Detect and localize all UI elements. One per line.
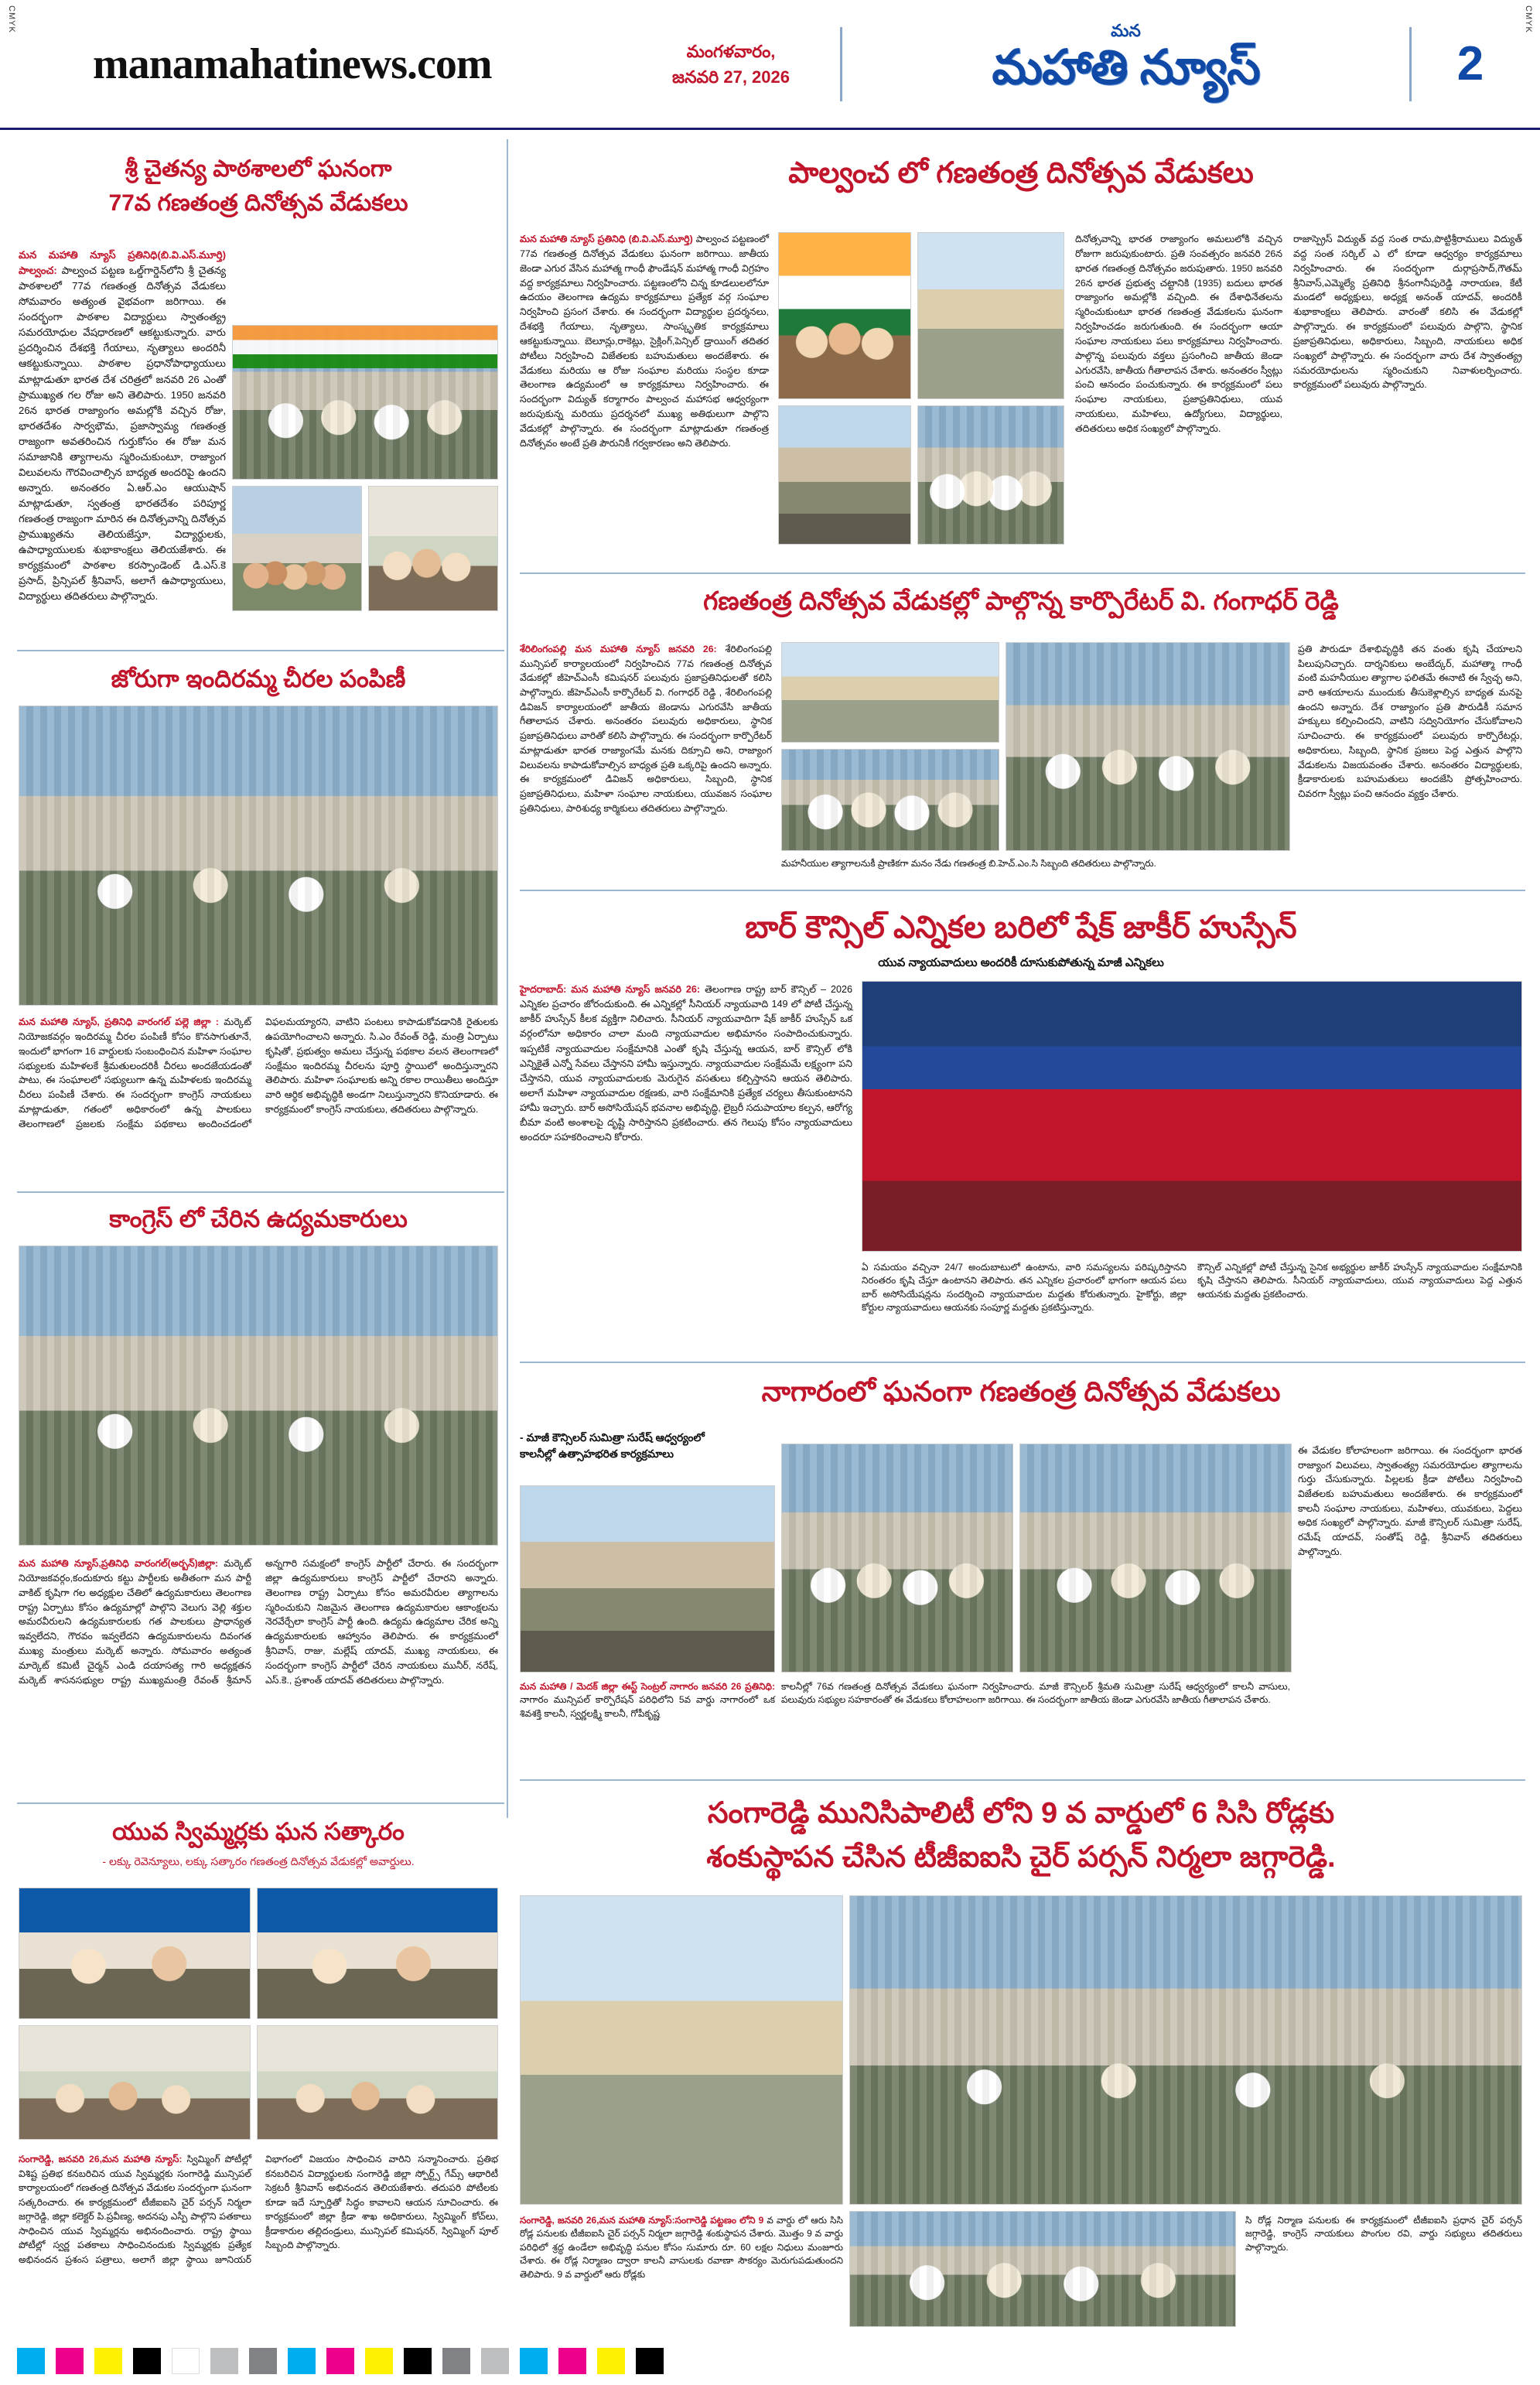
- article-2-headline: జోరుగా ఇందిరమ్మ చీరల పంపిణీ: [111, 665, 406, 692]
- article-5-body-col3: రాజాస్ప్రెస్ విద్యుత్ వద్ద సంత రామ,పొట్టిశ్రీరాములు విద్యుత్ వద్ద సంత సర్కిల్ ఎ లో కూడా ఆధ్వర్యం కార్యక్రమాలు నిర్వహించారు. ఈ సందర్భంగా దుర్గాప్రసాద్,గౌతమ్ శ్రీనివాస్,ఎమ్మెల్యే ప్రతినిధి శ్రీనంగానీపురెడ్డి నారాయణ, కేటీ మండలో అధ్యక్షులు, అధ్యక్ష అనంత్ యాదవ్, అందరికీ శుభాకాంక్షలు తెలిపారు. వారంతో కలిసి ఈ వేడుకల్లో పాల్గొన్నారు. ఈ కార్యక్రమంలో పలువురు పాల్గొని, స్థానిక ప్రజాప్రతినిధులు, అధికారులు, సిబ్బంది, నాయకులు అధిక సంఖ్యలో పాల్గొన్నారు. ఈ సందర్భంగా వారు దేశ స్వాతంత్య్ర సమరయోధులను స్మరించుకుని నివాళులర్పించారు. కార్యక్రమంలో పలువురు పాల్గొన్నారు.: [1293, 234, 1522, 391]
- article-1-byline: మన మహాతి న్యూస్ ప్రతినిధి(బి.వి.ఎస్.మూర్తి) పాల్వంచ:: [19, 249, 226, 277]
- article-8-subhead-2: కాలనీల్లో ఉత్సాహభరిత కార్యక్రమాలు: [520, 1447, 674, 1461]
- article-8-photo-3: [1019, 1444, 1292, 1673]
- article-7-byline: హైదరాబాద్: మన మహాతి న్యూస్ జనవరి 26:: [520, 984, 701, 995]
- article-5-photo-2: [917, 232, 1064, 399]
- article-8-headline: నాగారంలో ఘనంగా గణతంత్ర దినోత్సవ వేడుకలు: [761, 1375, 1281, 1407]
- article-6-photo-2: [781, 749, 999, 851]
- article-8-subheads: [520, 1430, 775, 1463]
- article-1-text: [19, 248, 226, 604]
- article-7-headline: బార్ కౌన్సిల్ ఎన్నికల బరిలో షేక్ జాకీర్ హుస్సేన్: [745, 911, 1297, 945]
- article-5-col-2: [1075, 232, 1282, 436]
- registration-mark-right: CMYK: [1524, 5, 1533, 33]
- article-3-byline: మన మహాతి న్యూస్,ప్రతినిధి వారంగల్(అర్బన్)జిల్లా:: [19, 1558, 218, 1569]
- article-5-headline: పాల్వంచ లో గణతంత్ర దినోత్సవ వేడుకలు: [788, 157, 1254, 190]
- color-swatch: [558, 2348, 586, 2374]
- article-9-col-1: [520, 2214, 843, 2281]
- section-rule-a2: [17, 1191, 504, 1193]
- color-swatch: [210, 2348, 238, 2374]
- article-3-text: [19, 1556, 498, 1688]
- color-swatch: [288, 2348, 316, 2374]
- article-8-body-col2: కాలనీల్లో 76వ గణతంత్ర దినోత్సవ వేడుకలు ఘనంగా నిర్వహించారు. మాజీ కౌన్సిలర్ శ్రీమతి సుమిత్రా సురేష్ ఆధ్వర్యంలో కాలనీ వాసులు, పలువురు సభ్యుల సహకారంతో ఈ వేడుకలు కోలాహలంగా జరిగాయి. ఈ సందర్భంగా జాతీయ జెండా ఎగురవేసి జాతీయ గీతాలాపన చేశారు.: [781, 1681, 1290, 1706]
- article-9-photo-1: [520, 1895, 843, 2205]
- article-9-photo-3: [849, 2211, 1236, 2327]
- article-2-body: మర్కెట్ నియోజకవర్గం ఇందిరమ్మ చీరల పంపిణీ కోసం కొనసాగుతూనే, ఇందులో భాగంగా 16 వార్డులకు సంబంధించిన మహిళా సంఘాల సభ్యులకు మహిళలకే శ్రీమతులందరికీ చీరలు అందజేయడంతో పాటు, ఈ సంఘాలలో సభ్యులుగా ఉన్న మహిళలకు ఇందిరమ్మ చీరలు పంపిణీ చేశారు. ఈ సందర్భంగా కాంగ్రెస్ నాయకులు మాట్లాడుతూ, గతంలో అధికారంలో ఉన్న పాలకులు తెలంగాణలో ప్రజలకు సంక్షేమ పథకాలు అందించడంలో విఫలమయ్యారని, వాటిని పంటలు కాపాడుకోవడానికి రైతులకు ఉపయోగించాలని అన్నారు. సి.ఎం రేవంత్ రెడ్డి, మంత్రి ఏర్పాటు కృషితో, ప్రభుత్వం అమలు చేస్తున్న పథకాల వలన తెలంగాణలో సంక్షేమం ఇందిరమ్మ చీరలను పూర్తి స్థాయిలో అందిస్తున్నారని తెలిపారు. మహిళా సంఘాలకు అన్ని రకాల రాయితీలు అందిస్తూ వారి ఆర్థిక అభివృద్ధికి అండగా నిలుస్తున్నారని కొనియాడారు. ఈ కార్యక్రమంలో కాంగ్రెస్ నాయకులు, తదితరులు పాల్గొన్నారు.: [19, 1017, 498, 1129]
- article-5-byline: మన మహాతి న్యూస్ ప్రతినిధి (బి.వి.ఎస్.మూర్తి): [520, 234, 693, 244]
- article-7-caption-left: ఏ సమయం వచ్చినా 24/7 అందుబాటులో ఉంటాను, వారి సమస్యలను పరిష్కరిస్తానని నిరంతరం కృషి చేస్తూ ఉంటానని తెలిపారు. తన ఎన్నికల ప్రచారంలో భాగంగా ఆయన పలు బార్ అసోసియేషన్లను సందర్శించి న్యాయవాదుల మద్దతు కోరుతున్నారు. హైకోర్టు, జిల్లా కోర్టుల న్యాయవాదులు ఆయనకు సంపూర్ణ మద్దతు ప్రకటిస్తున్నారు.: [862, 1262, 1187, 1314]
- section-rule-a5: [520, 572, 1525, 574]
- color-swatch: [94, 2348, 122, 2374]
- article-8-photo-2: [781, 1444, 1013, 1673]
- article-2-byline: మన మహాతి న్యూస్, ప్రతినిధి వారంగల్ పల్లె జిల్లా :: [19, 1017, 219, 1027]
- article-8-photo-1: [520, 1485, 775, 1673]
- article-7: [520, 908, 1522, 970]
- article-9-headline: సంగారెడ్డి మునిసిపాలిటీ లోని 9 వ వార్డులో 6 సిసి రోడ్లకు శంకుస్థాపన చేసిన టీజీఐఐసి చైర్ పర్సన్ నిర్మలా జగ్గారెడ్డి.: [706, 1797, 1336, 1874]
- article-9: [520, 1795, 1522, 1876]
- article-6-body-col2: ప్రతి పౌరుడూ దేశాభివృద్ధికి తన వంతు కృషి చేయాలని పిలుపునిచ్చారు. దార్శనికులు అంబేద్కర్, మహాత్మా గాంధీ వంటి మహనీయుల త్యాగాల ఫలితమే ఈనాటి ఈ స్వేచ్ఛ అని, వారి ఆశయాలను ముందుకు తీసుకెళ్లాల్సిన బాధ్యత మనపై ఉందని అన్నారు. దేశ రాజ్యాంగం ప్రతి పౌరుడికీ సమాన హక్కులు కల్పించిందని, వాటిని సద్వినియోగం చేసుకోవాలని సూచించారు. ఈ కార్యక్రమంలో పలువురు కార్పొరేటర్లు, అధికారులు, సిబ్బంది, స్థానిక ప్రజలు పెద్ద ఎత్తున పాల్గొని వేడుకలను విజయవంతం చేశారు. అనంతరం విద్యార్థులకు, క్రీడాకారులకు బహుమతులు అందజేసి ప్రోత్సహించారు. చివరగా స్వీట్లు పంచి ఆనందం వ్యక్తం చేశారు.: [1298, 644, 1522, 799]
- article-4-byline: సంగారెడ్డి, జనవరి 26,మన మహాతి న్యూస్:: [19, 2154, 183, 2165]
- article-4-photo-3: [19, 2025, 251, 2140]
- color-swatch: [365, 2348, 393, 2374]
- registration-mark-left: CMYK: [7, 5, 16, 33]
- article-4-photo-4: [257, 2025, 498, 2140]
- article-8-body-col3: ఈ వేడుకల కోలాహలంగా జరిగాయి. ఈ సందర్భంగా భారత రాజ్యాంగ విలువలు, స్వాతంత్య్ర సమరయోధుల త్యాగాలను గుర్తు చేసుకున్నారు. పిల్లలకు క్రీడా పోటీలు నిర్వహించి విజేతలకు బహుమతులు అందజేశారు. ఈ కార్యక్రమంలో కాలనీ సంఘాల నాయకులు, మహిళలు, యువకులు, పెద్దలు అధిక సంఖ్యలో పాల్గొన్నారు. మాజీ కౌన్సిలర్ సుమిత్రా సురేష్, రమేష్ యాదవ్, సంతోష్ రెడ్డి, శ్రీనివాస్ తదితరులు పాల్గొన్నారు.: [1298, 1445, 1522, 1557]
- color-swatch: [636, 2348, 664, 2374]
- article-4-text: [19, 2152, 498, 2267]
- section-rule-a3: [17, 1802, 504, 1804]
- color-swatch: [172, 2348, 200, 2374]
- color-swatch: [404, 2348, 432, 2374]
- article-3: [19, 1204, 498, 1235]
- article-8-col-3: [1298, 1444, 1522, 1560]
- section-rule-a8: [520, 1779, 1525, 1781]
- article-5-body-col2: దినోత్సవాన్ని భారత రాజ్యాంగం అమలులోకి వచ్చిన రోజుగా జరుపుకుంటారు. ప్రతి సంవత్సరం జనవరి 26న భారత గణతంత్ర దినోత్సవం జరుపుతారు. 1950 జనవరి 26న భారత ప్రభుత్వ చట్టానికి (1935) బదులు భారత రాజ్యాంగం అమల్లోకి వచ్చింది. ఈ దేశాధినేతలను స్మరించుకుంటూ భారత గణతంత్ర వేడుకలను ఘనంగా నిర్వహించడం జరుగుతుంది. ఈ సందర్భంగా ఆయా సంఘాల నాయకులు పలు కార్యక్రమాలు నిర్వహించారు. పాల్గొన్న పలువురు వక్తలు ప్రసంగించి జాతీయ జెండా ఎగురవేసి, జాతీయ గీతాలాపన చేశారు. అనంతరం స్వీట్లు పంచి ఆనందం పంచుకున్నారు. ఈ కార్యక్రమంలో పలు సంఘాల నాయకులు, ప్రజాప్రతినిధులు, యువ నాయకులు, మహిళలు, ఉద్యోగులు, విద్యార్థులు, తదితరులు అధిక సంఖ్యలో పాల్గొన్నారు.: [1075, 234, 1282, 434]
- article-6-byline: శేరిలింగంపల్లి మన మహాతి న్యూస్ జనవరి 26:: [520, 644, 717, 654]
- article-9-photo-2: [849, 1895, 1522, 2205]
- article-6: [520, 585, 1522, 617]
- article-8: [520, 1374, 1522, 1409]
- masthead: [0, 0, 1540, 130]
- color-swatch: [326, 2348, 354, 2374]
- article-7-col-1: [520, 982, 852, 1146]
- article-8-byline: మన మహాతి / మెదక్ జిల్లా ఈస్ట్ సెంట్రల్ నాగారం జనవరి 26 ప్రతినిధి:: [520, 1681, 775, 1692]
- column-rule-1: [507, 139, 508, 1818]
- article-5-photo-4: [917, 405, 1064, 545]
- article-7-caption-right: కౌన్సిల్ ఎన్నికల్లో పోటీ చేస్తున్న సైనిక అభ్యర్థుల జాకీర్ హుస్సేన్ న్యాయవాదుల సంక్షేమానికి కృషి చేస్తానని తెలిపారు. సీనియర్ న్యాయవాదులు, యువ న్యాయవాదులు పెద్ద ఎత్తున ఆయనకు మద్దతు ప్రకటించారు.: [1197, 1262, 1522, 1300]
- article-3-headline: కాంగ్రెస్ లో చేరిన ఉద్యమకారులు: [109, 1205, 408, 1232]
- article-4-body: స్విమ్మింగ్ పోటీల్లో విశిష్ట ప్రతిభ కనబరిచిన యువ స్విమ్మర్లకు సంగారెడ్డి మున్సిపల్ కార్యాలయంలో గణతంత్ర దినోత్సవ వేడుకల సందర్భంగా ఘనంగా సత్కరించారు. ఈ కార్యక్రమంలో టీజీఐఐసి చైర్ పర్సన్ నిర్మలా జగ్గారెడ్డి, జిల్లా కలెక్టర్ పి.ప్రవీణ్య, అదనపు ఎస్పీ పాల్గొని పతకాలు సాధించిన యువ స్విమ్మర్లను అభినందించారు. రాష్ట్ర స్థాయి పోటీల్లో స్వర్ణ పతకాలు సాధించినందుకు స్విమ్మర్లకు ప్రత్యేక అభినందన ప్రశంస పత్రాలు, అలాగే జిల్లా స్థాయి జూనియర్ విభాగంలో విజయం సాధించిన వారిని సన్మానించారు. ప్రతిభ కనబరిచిన విద్యార్థులకు సంగారెడ్డి జిల్లా స్పోర్ట్స్ గేమ్స్ ఆథారిటీ సెక్రటరీ శ్రీనివాస్ అభినందన తెలియజేశారు. తదుపరి పోటీలకు కూడా ఇదే స్ఫూర్తితో సిద్ధం కావాలని ఆయన సూచించారు. ఈ కార్యక్రమంలో జిల్లా క్రీడా శాఖ అధికారులు, స్విమ్మింగ్ కోచ్‌లు, క్రీడాకారుల తల్లిదండ్రులు, మున్సిపల్ కమిషనర్, స్విమ్మింగ్ పూల్ సిబ్బంది పాల్గొన్నారు.: [19, 2154, 498, 2265]
- article-8-subhead-1: - మాజీ కౌన్సిలర్ సుమిత్రా సురేష్ ఆధ్వర్యంలో: [520, 1431, 705, 1444]
- article-4-subhead: - లక్కు రెవెన్యూలు, లక్కు సత్కారం గణతంత్ర దినోత్సవ వేడుకల్లో అవార్డులు.: [102, 1854, 415, 1867]
- color-swatch: [597, 2348, 625, 2374]
- article-6-photo-1: [781, 642, 999, 743]
- print-color-calibration-bar: [0, 2337, 1540, 2385]
- article-9-col-2: [1245, 2214, 1522, 2254]
- article-7-subhead: యువ న్యాయవాదులు అందరికీ దూసుకుపోతున్న మాజీ ఎన్నికలు: [878, 956, 1164, 970]
- brand-prefix: మన: [1111, 21, 1141, 40]
- article-8-body-col1: నాగారం మున్సిపల్ కార్పొరేషన్ పరిధిలోని 5వ వార్డు నాగారంలో ఒక శివశక్తి కాలనీ, స్వర్ణలక్ష్మి కాలనీ, గోపీకృష్ణ: [520, 1694, 775, 1719]
- article-5-photo-3: [778, 405, 911, 545]
- section-rule-a6: [520, 890, 1525, 891]
- article-6-headline: గణతంత్ర దినోత్సవ వేడుకల్లో పాల్గొన్న కార్పొరేటర్ వి. గంగాధర్ రెడ్డి: [703, 586, 1339, 615]
- article-4: [19, 1816, 498, 1869]
- article-9-body-col2: సి రోడ్ల నిర్మాణ పనులకు ఈ కార్యక్రమంలో టీజీఐఐసి ప్రధాన చైర్ పర్సన్ జగ్గారెడ్డి, కాంగ్రెస్ నాయకులు పొంగుల రవి, వార్డు సభ్యులు తదితరులు పాల్గొన్నారు.: [1245, 2215, 1522, 2253]
- page-number: 2: [1456, 37, 1484, 91]
- article-6-body: శేరిలింగంపల్లి మున్సిపల్ కార్యాలయంలో నిర్వహించిన 77వ గణతంత్ర దినోత్సవ వేడుకల్లో జీహెచ్ఎంసీ కమిషనర్ పలువురు ప్రజాప్రతినిధులతో కలిసి పాల్గొన్నారు. జీహెచ్ఎంసీ కార్పొరేటర్ వి. గంగాధర్ రెడ్డి , శేరిలింగంపల్లి డివిజన్ కార్యాలయంలో జాతీయ జెండాను ఎగురవేసి జాతీయ గీతాలాపన చేశారు. అనంతరం పలువురు అధికారులు, స్థానిక ప్రజాప్రతినిధులు వారితో కలిసి పాల్గొన్నారు. ఈ సందర్భంగా కార్పొరేటర్ మాట్లాడుతూ భారత రాజ్యాంగమే మనకు దిక్సూచి అని, రాజ్యాంగ విలువలను కాపాడుకోవాల్సిన బాధ్యత ప్రతి ఒక్కరిపై ఉందని అన్నారు. ఈ కార్యక్రమంలో డివిజన్ అధికారులు, సిబ్బంది, స్థానిక ప్రజాప్రతినిధులు, మహిళా సంఘాల నాయకులు, యువజన సంఘాల ప్రతినిధులు, పారిశుధ్య కార్మికులు తదితరులు పాల్గొన్నారు.: [520, 644, 772, 814]
- article-5-col-1: [520, 232, 769, 451]
- article-7-photo: [862, 981, 1522, 1252]
- section-rule-a7: [520, 1362, 1525, 1363]
- article-4-photo-2: [257, 1888, 498, 2019]
- article-4-photo-1: [19, 1888, 251, 2019]
- color-swatch: [249, 2348, 277, 2374]
- article-5-body-col1: పాల్వంచ పట్టణంలో 77వ గణతంత్ర దినోత్సవ వేడుకలు ఘనంగా జరిగాయి. జాతీయ జెండా ఎగుర వేసిన మహాత్మ గాంధీ ఫౌండేషన్ మహాత్మ గాంధీ విగ్రహం వద్ద కార్యక్రమాలు నిర్వహించారు. పట్టణంలోని చిన్న కూడలులలోనూ ఉదయం తెలంగాణ ఉద్యమ కార్యక్రమాలు ప్రత్యేక వర్గ సంఘాల నిర్వహించి ప్రసంగ చేశారు. ఈ సందర్భంగా విద్యార్థుల ప్రదర్శనలు, దేశభక్తి గేయాలు, నృత్యాలు, సాంస్కృతిక కార్యక్రమాలు ఆకట్టుకున్నాయి. బెలూన్లు,రాకెట్లు, సైక్లింగ్,పెన్సిల్ డ్రాయింగ్ తదితర పోటీలు నిర్వహించి విజేతలకు బహుమతులు అందజేశారు. ఈ వేడుకలు మరియు ఆ రోజు సంఘాల మరియు సంస్థల కూడా తెలంగాణ ఉద్యమంలో ఆ కార్యక్రమాలు నిర్వహించారు. ఈ సందర్భంగా విద్యుత్ కర్మాగారం పాల్వంచ మహాసభ ఆధ్వర్యంగా జరుపుకున్న మరియు ప్రదర్శనలో ముఖ్య అతిథులుగా పాల్గొని వేడుకల్లో పాల్గొన్నారు. ఈ సందర్భంగా మాట్లాడుతూ గణతంత్ర దినోత్సవం అంటే ప్రతి పౌరునికీ గర్వకారణం అని తెలిపారు.: [520, 234, 769, 449]
- color-swatch: [56, 2348, 84, 2374]
- color-swatch: [17, 2348, 45, 2374]
- section-rule-a1: [17, 650, 504, 651]
- article-9-body: వ వార్డు లో ఆరు సిసి రోడ్ల పనులకు టీజీఐఐసి చైర్ పర్సన్ నిర్మలా జగ్గారెడ్డి శంకుస్థాపన చేశారు. మొత్తం 9 వ వార్డు పరిధిలో శ్రద్ధ ఉండేలా అభివృద్ధి పనుల కోసం సుమారు రూ. 60 లక్షల నిధులు మంజూరు చేశారు. ఈ రోడ్ల నిర్మాణం ద్వారా కాలనీ వాసులకు రవాణా సౌకర్యం మెరుగుపడుతుందని తెలిపారు. 9 వ వార్డులో ఆరు రోడ్లకు: [520, 2215, 843, 2280]
- article-1: [19, 155, 498, 219]
- site-url: manamahatinews.com: [93, 39, 492, 88]
- color-swatch: [520, 2348, 548, 2374]
- article-2-text: [19, 1015, 498, 1132]
- article-6-col-2: [1298, 642, 1522, 801]
- article-8-col-1: [520, 1680, 775, 1720]
- article-3-body: మర్కెట్ నియోజకవర్గం,కందుకూరు కట్టు పార్టీలకు అతీతంగా మన పార్టీ వాకిట్ కృషిగా గల అధ్యక్షుల చేతిలో ఉద్యమకారులు తెలంగాణ రాష్ట్ర ఏర్పాటు కోసం ఉద్యమాల్లో పాల్గొని వెలుగు వెల్లి శక్తుల అమరవీరులని ఉద్యమకారులకు గత పాలకులు ప్రాధాన్యత ఇవ్వలేదని, గౌరవం ఇవ్వలేదని ఉద్యమకారులను దివంగత ముఖ్య మంత్రులు మర్కెట్ అన్నారు. సోమవారం అత్యంత మార్కెట్ కమిటీ చైర్మన్ ఎండి దయాసత్య గారి అధ్యక్షతన మర్కెట్ శాసనసభ్యుల రాష్ట్ర ముఖ్యమంత్రి రేవంత్ శ్రీమాన్ అన్నగారి సమక్షంలో కాంగ్రెస్ పార్టీలో చేరారు. ఈ సందర్భంగా జిల్లా ఉద్యమకారులు కాంగ్రెస్ పార్టీలో చేరారని అన్నారు. తెలంగాణ రాష్ట్ర ఏర్పాటు కోసం అమరవీరుల త్యాగాలను స్మరించుకుని నిజమైన తెలంగాణ ఉద్యమకారుల ఆకాంక్షలను నెరవేర్చేలా కాంగ్రెస్ పార్టీ ఉంది. ఉద్యమ ఉద్యమాల చేరిక అన్ని ఉద్యమకారులకు ఆహ్వానం తెలిపారు. ఈ కార్యక్రమంలో శ్రీనివాస్, రాజు, మల్లేష్ యాదవ్, ముఖ్య నాయకులు, ఈ సందర్భంగా కాంగ్రెస్ పార్టీలో చేరిన నాయకులు మునీర్, నరేష్, ఎస్.కె., ప్రశాంత్ యాదవ్ తదితరులు పాల్గొన్నారు.: [19, 1558, 498, 1686]
- article-1-photo-2: [232, 486, 362, 611]
- article-5-photo-1: [778, 232, 911, 399]
- brand-name: మహాతి న్యూస్: [992, 41, 1260, 94]
- article-8-col-2: [781, 1680, 1290, 1707]
- color-swatch: [442, 2348, 470, 2374]
- article-3-photo: [19, 1245, 498, 1546]
- publication-date: [634, 39, 828, 90]
- masthead-divider-right: [1409, 27, 1412, 101]
- article-2-photo: [19, 706, 498, 1006]
- article-5-col-3: [1293, 232, 1522, 392]
- article-2: [19, 664, 498, 695]
- article-6-photo-3: [1006, 642, 1290, 851]
- article-1-body: పాల్వంచ పట్టణ ఒల్డ్‌గార్డెన్‌లోని శ్రీ చైతన్య పాఠశాలలో 77వ గణతంత్ర దినోత్సవ వేడుకలు సోమవారం అత్యంత వైభవంగా జరిగాయి. ఈ సందర్భంగా పాఠశాల విద్యార్థులు స్వాతంత్య్ర సమరయోధుల వేషధారణలో ఆకట్టుకున్నారు. వారు ప్రదర్శించిన దేశభక్తి గేయాలు, నృత్యాలు అందరినీ ఆకట్టుకున్నాయి. పాఠశాల ప్రధానోపాధ్యాయులు మాట్లాడుతూ భారత దేశ చరిత్రలో జనవరి 26 ఎంతో ప్రాముఖ్యత గల రోజు అని తెలిపారు. 1950 జనవరి 26న భారత రాజ్యాంగం అమల్లోకి వచ్చిన రోజు, భారతదేశం సార్వభౌమ, ప్రజాస్వామ్య గణతంత్ర రాజ్యంగా అవతరించిన గుర్తుకోసం ఈ రోజు మన సమాజానికి త్యాగాలను స్మరించుకుంటూ, రాజ్యాంగ విలువలను గౌరవించాల్సిన బాధ్యత అందరిపై ఉందని అన్నారు. అనంతరం ఏ.ఆర్.ఎం ఆయుషాన్ మాట్లాడుతూ, స్వతంత్ర భారతదేశం పరిపూర్ణ గణతంత్ర రాజ్యంగా మారిన ఈ దినోత్సవాన్ని దినోత్సవ ప్రాముఖ్యతను తెలియజేస్తూ, విద్యార్థులకు, ఉపాధ్యాయులకు శుభాకాంక్షలు తెలియజేశారు. ఈ కార్యక్రమంలో పాఠశాల కరస్పాండెంట్ డి.ఎస్.కె ప్రసాద్, ప్రిన్సిపల్ శ్రీనివాస్, అలాగే ఉపాధ్యాయులు, విద్యార్థులు తదితరులు పాల్గొన్నారు.: [19, 265, 226, 603]
- article-6-caption: మహనీయుల త్యాగాలనుకీ ప్రాణికగా మనం నేడు గణతంత్ర బి.హెచ్.ఎం.సి సిబ్బంది తదితరులు పాల్గొన్నారు.: [781, 858, 1156, 869]
- article-1-headline: శ్రీ చైతన్య పాఠశాలలో ఘనంగా 77వ గణతంత్ర దినోత్సవ వేడుకలు: [108, 156, 408, 217]
- article-1-photo-1: [232, 325, 498, 480]
- article-7-body: తెలంగాణ రాష్ట్ర బార్ కౌన్సిల్ – 2026 ఎన్నికల ప్రచారం జోరందుకుంది. ఈ ఎన్నికల్లో సీనియర్ న్యాయవాది 149 లో పోటీ చేస్తున్న జాకీర్ హుస్సేన్ కీలక వ్యక్తిగా నిలిచారు. సీనియర్ న్యాయవాదిగా షేక్ జాకీర్ హుస్సేన్ ఒక వర్గంలోనూ అధికారం చాలా మంది న్యాయవాదుల అభిమానం సంపాదించుకున్నారు. ఇప్పటికే న్యాయవాదుల సంక్షేమానికి ఎంతో కృషి చేస్తున్న ఆయన, బార్ కౌన్సిల్ లోకి ఎన్నికైతే ఎన్నో సేవలు చేస్తానని హామీ ఇస్తున్నారు. న్యాయవాదుల సంక్షేమమే లక్ష్యంగా పని చేస్తానని, యువ న్యాయవాదులకు మెరుగైన వసతులు కల్పిస్తానని ఆయన తెలిపారు. అలాగే మహిళా న్యాయవాదుల రక్షణకు, వారి సంక్షేమానికి ప్రత్యేక చర్యలు తీసుకుంటానని హామీ ఇచ్చారు. బార్ అసోసియేషన్ భవనాల అభివృద్ధి, లైబ్రరీ సదుపాయాల కల్పన, ఆరోగ్య బీమా వంటి అంశాలపై దృష్టి సారిస్తానని ప్రకటించారు. తన గెలుపు కోసం న్యాయవాదులు అందరూ సహకరించాలని కోరారు.: [520, 984, 852, 1143]
- color-swatch: [133, 2348, 161, 2374]
- article-4-headline: యువ స్విమ్మర్లకు ఘన సత్కారం: [112, 1818, 405, 1845]
- color-swatch: [481, 2348, 509, 2374]
- article-1-photo-3: [368, 486, 498, 611]
- date-line-2: జనవరి 27, 2026: [672, 67, 790, 87]
- date-line-1: మంగళవారం,: [686, 41, 776, 61]
- article-6-col-1: [520, 642, 772, 815]
- article-5: [520, 155, 1522, 193]
- brand-logo: [855, 21, 1397, 107]
- article-9-byline: సంగారెడ్డి, జనవరి 26,మన మహాతి న్యూస్:సంగారెడ్డి పట్టణం లోని 9: [520, 2215, 764, 2226]
- masthead-divider-left: [840, 27, 842, 101]
